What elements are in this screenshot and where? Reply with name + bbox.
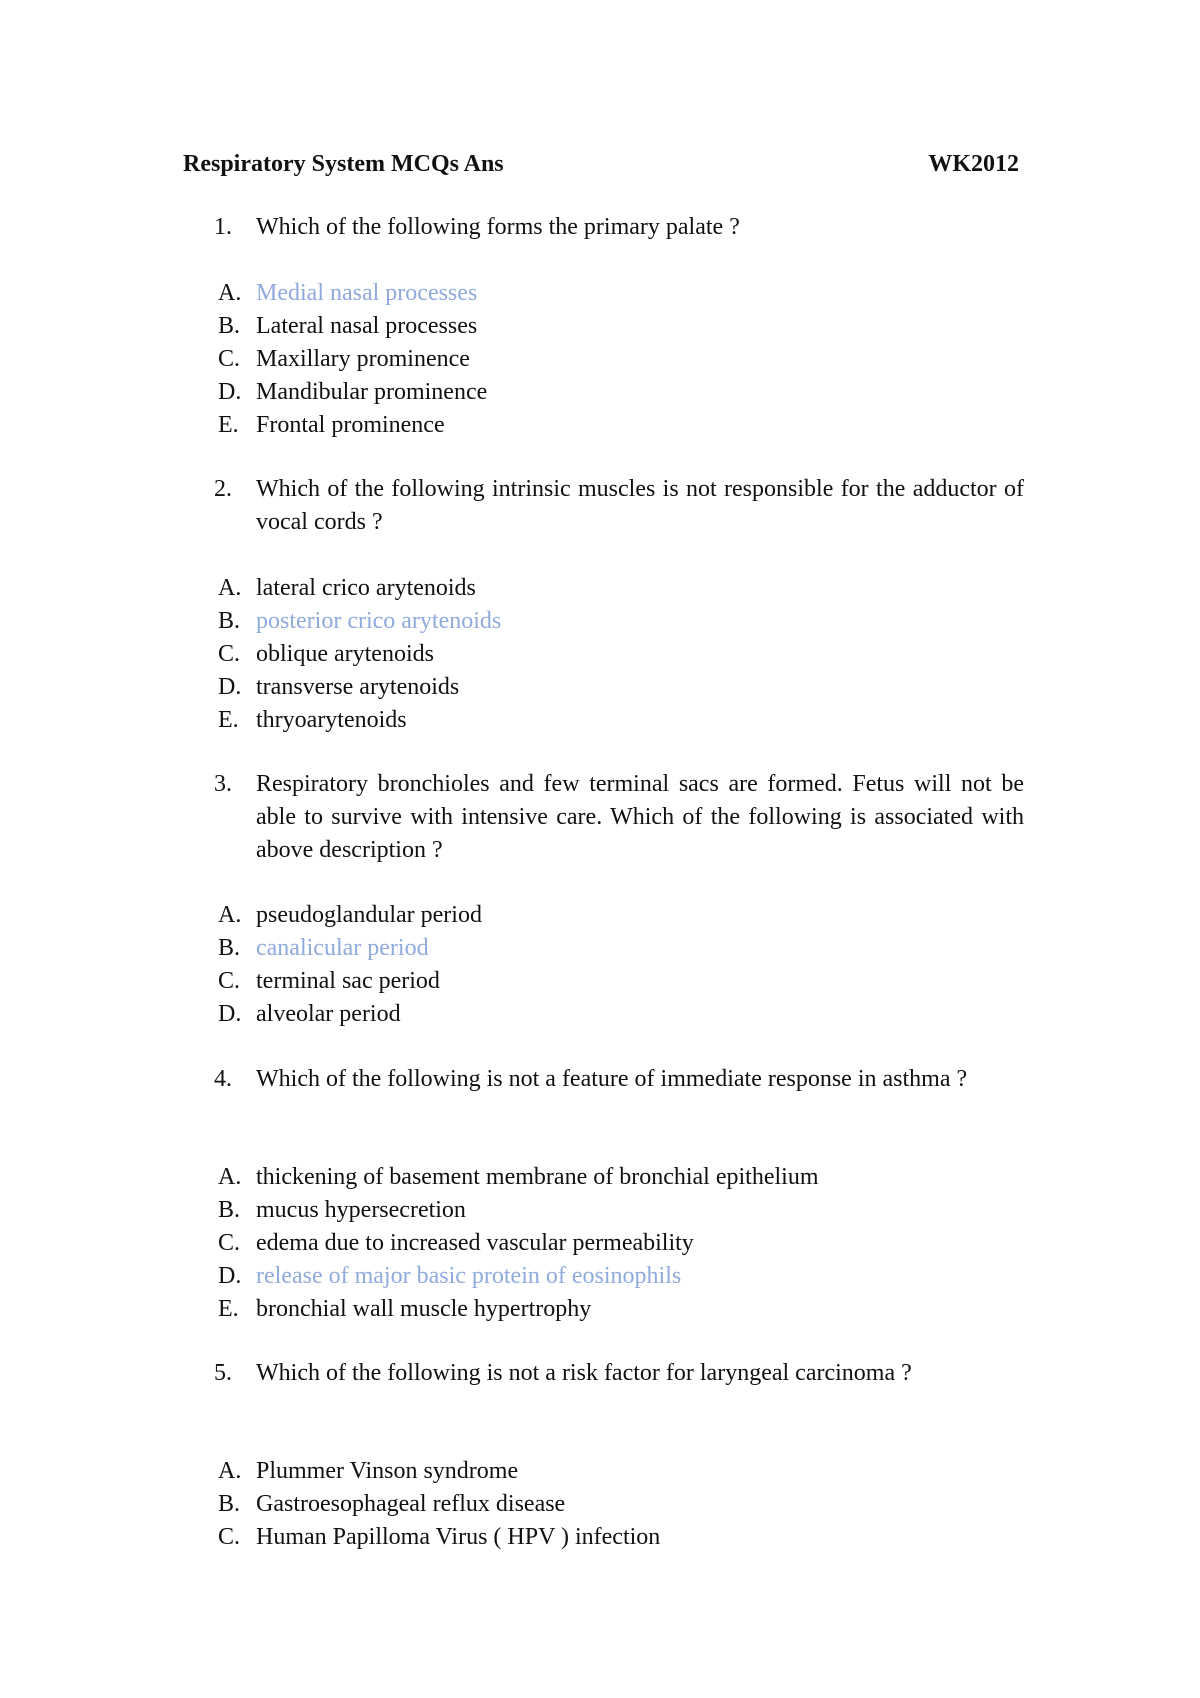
question-number: 2. xyxy=(214,476,232,502)
option-item xyxy=(218,1521,1018,1554)
option-letter: D. xyxy=(218,674,242,700)
option-letter: D. xyxy=(218,1263,242,1289)
option-text-correct: Medial nasal processes xyxy=(256,280,478,306)
option-text-correct: posterior crico arytenoids xyxy=(256,608,502,634)
option-item xyxy=(218,932,1018,965)
option-item xyxy=(218,1455,1018,1488)
question-3-options xyxy=(218,899,1018,1031)
option-letter: B. xyxy=(218,313,241,339)
option-text: Gastroesophageal reflux disease xyxy=(256,1491,566,1517)
document-header xyxy=(183,147,1023,181)
option-letter: B. xyxy=(218,935,241,961)
option-item xyxy=(218,310,1018,343)
option-item xyxy=(218,376,1018,409)
option-letter: D. xyxy=(218,1001,242,1027)
option-text: thryoarytenoids xyxy=(256,707,407,733)
option-letter: C. xyxy=(218,641,241,667)
option-item xyxy=(218,998,1018,1031)
option-letter: A. xyxy=(218,902,242,928)
option-letter: D. xyxy=(218,379,242,405)
option-item xyxy=(218,1161,1018,1194)
question-text: Which of the following forms the primary palate ? xyxy=(256,214,740,240)
question-1 xyxy=(214,211,1024,244)
option-text: edema due to increased vascular permeability xyxy=(256,1230,694,1256)
option-letter: B. xyxy=(218,1491,241,1517)
question-number: 5. xyxy=(214,1360,232,1386)
option-item xyxy=(218,409,1018,442)
option-letter: A. xyxy=(218,1458,242,1484)
question-1-options xyxy=(218,277,1018,442)
question-5 xyxy=(214,1357,1024,1390)
option-text: bronchial wall muscle hypertrophy xyxy=(256,1296,592,1322)
option-letter: A. xyxy=(218,575,242,601)
option-text: Maxillary prominence xyxy=(256,346,470,372)
option-text: oblique arytenoids xyxy=(256,641,434,667)
option-text: terminal sac period xyxy=(256,968,440,994)
option-item xyxy=(218,704,1018,737)
question-2-options xyxy=(218,572,1018,737)
option-text: Human Papilloma Virus ( HPV ) infection xyxy=(256,1524,661,1550)
question-4-options xyxy=(218,1161,1018,1326)
option-text-correct: canalicular period xyxy=(256,935,429,961)
option-item xyxy=(218,965,1018,998)
option-item xyxy=(218,1194,1018,1227)
option-item xyxy=(218,671,1018,704)
option-text: mucus hypersecretion xyxy=(256,1197,466,1223)
option-item xyxy=(218,343,1018,376)
question-number: 1. xyxy=(214,214,232,240)
question-2 xyxy=(214,473,1024,539)
document-code: WK2012 xyxy=(928,151,1019,177)
option-text-correct: release of major basic protein of eosinophils xyxy=(256,1263,682,1289)
option-item xyxy=(218,1293,1018,1326)
option-letter: E. xyxy=(218,1296,239,1322)
option-letter: C. xyxy=(218,968,241,994)
question-text: Respiratory bronchioles and few terminal sacs are formed. Fetus will not be able to survive with intensive care. Which of the following is associated with above description ? xyxy=(256,771,1024,863)
option-text: lateral crico arytenoids xyxy=(256,575,476,601)
option-letter: C. xyxy=(218,346,241,372)
option-text: alveolar period xyxy=(256,1001,401,1027)
option-item xyxy=(218,605,1018,638)
option-item xyxy=(218,572,1018,605)
question-4 xyxy=(214,1063,1024,1096)
option-text: Plummer Vinson syndrome xyxy=(256,1458,519,1484)
option-text: Mandibular prominence xyxy=(256,379,488,405)
question-text: Which of the following intrinsic muscles is not responsible for the adductor of vocal cords ? xyxy=(256,476,1024,535)
option-item xyxy=(218,1260,1018,1293)
option-text: Lateral nasal processes xyxy=(256,313,478,339)
option-letter: E. xyxy=(218,412,239,438)
option-text: thickening of basement membrane of bronchial epithelium xyxy=(256,1164,819,1190)
option-text: Frontal prominence xyxy=(256,412,445,438)
option-item xyxy=(218,277,1018,310)
question-3 xyxy=(214,768,1024,867)
option-text: pseudoglandular period xyxy=(256,902,482,928)
option-letter: B. xyxy=(218,1197,241,1223)
option-letter: A. xyxy=(218,280,242,306)
question-number: 4. xyxy=(214,1066,232,1092)
question-text: Which of the following is not a feature of immediate response in asthma ? xyxy=(256,1066,968,1092)
question-text: Which of the following is not a risk factor for laryngeal carcinoma ? xyxy=(256,1360,912,1386)
option-item xyxy=(218,1488,1018,1521)
document-title: Respiratory System MCQs Ans xyxy=(183,151,504,177)
question-5-options xyxy=(218,1455,1018,1554)
option-letter: E. xyxy=(218,707,239,733)
option-item xyxy=(218,638,1018,671)
option-letter: A. xyxy=(218,1164,242,1190)
option-text: transverse arytenoids xyxy=(256,674,460,700)
option-letter: C. xyxy=(218,1230,241,1256)
option-item xyxy=(218,899,1018,932)
option-item xyxy=(218,1227,1018,1260)
question-number: 3. xyxy=(214,771,232,797)
option-letter: C. xyxy=(218,1524,241,1550)
option-letter: B. xyxy=(218,608,241,634)
